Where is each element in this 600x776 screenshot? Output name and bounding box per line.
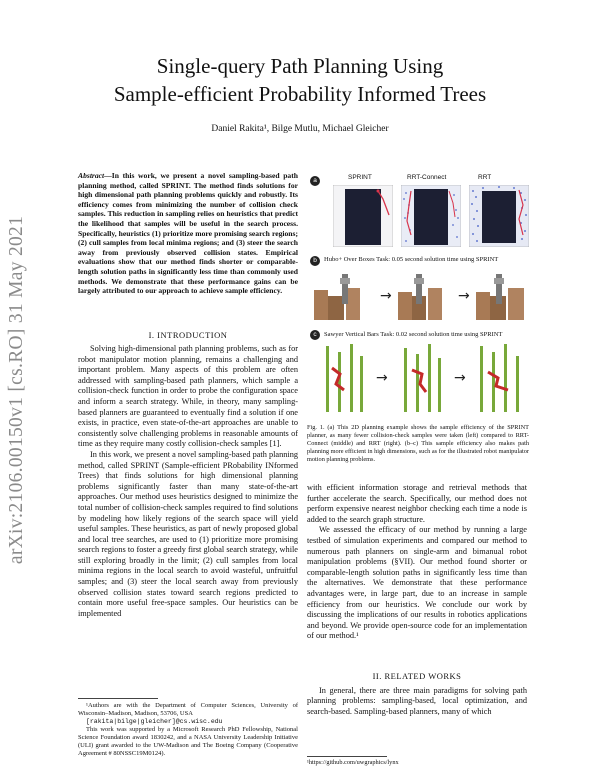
- abstract-label: Abstract: [78, 171, 105, 180]
- sawyer-task-image: [312, 344, 528, 414]
- svg-text:→: →: [454, 370, 466, 386]
- code-footnote: [307, 756, 527, 767]
- introduction-body: [78, 344, 298, 619]
- related-paragraph-1: In general, there are three main paradigms for solving path planning problems: sampling-based, local optimization, and search-based. Sampling-based planners, many of which: [307, 685, 527, 716]
- intro-paragraph-1: Solving high-dimensional path planning problems, such as for robot manipulator motion planning, remains a challenging and important problem. Many aspects of this problem are often addressed with sampling-based path planners, which sample a collision-check function in order to probe the configuration space and inform a search strategy. While, in theory, many sampling-based planners are guaranteed to eventually find a solution if one exists, in practice, even state-of-the-art approaches are unable to consistently solve challenging problems in reasonable amounts of time as they require many costly collision-check samples [1].: [78, 344, 298, 449]
- section-heading-related-works: II. RELATED WORKS: [372, 671, 462, 681]
- panel-a-badge: a: [310, 176, 320, 186]
- related-works: [307, 671, 527, 717]
- label-rrt: RRT: [478, 174, 492, 181]
- author-emails: [rakita|bilge|gleicher]@cs.wisc.edu: [86, 718, 223, 725]
- code-url: ¹https://github.com/uwgraphics/lynx: [307, 759, 399, 766]
- panel-b-badge: b: [310, 256, 320, 266]
- affiliation-footnote: ¹Authors are with the Department of Computer Sciences, University of Wisconsin–Madison, Madison, 53706, USA [rakita|bilge|gleicher]@cs.wisc.edu This work was supported by a Microsoft Research PhD Fellowship, National Science Foundation award 1830242, and a NASA University Leadership Initiative (ULI) grant awarded to the UW-Madison and The Boeing Company (Cooperative Agreement # 80NSSC19M0124).: [78, 698, 298, 758]
- panel-c-badge: c: [310, 330, 320, 340]
- section-heading-introduction: I. INTRODUCTION: [148, 330, 228, 340]
- rrt-connect-plan-image: [401, 185, 461, 247]
- hubo-task-image: [312, 270, 528, 322]
- arxiv-stamp: arXiv:2106.00150v1 [cs.RO] 31 May 2021: [6, 215, 27, 565]
- svg-text:→: →: [380, 288, 392, 304]
- funding-note: This work was supported by a Microsoft Research PhD Fellowship, National Science Foundation award 1830242, and a NASA University Leadership Initiative (ULI) grant awarded to the UW-Madison and The Boeing Company (Cooperative Agreement # 80NSSC19M0124).: [78, 726, 298, 757]
- author-list: Daniel Rakita¹, Bilge Mutlu, Michael Gleicher: [211, 124, 389, 134]
- svg-text:→: →: [458, 288, 470, 304]
- right-paragraph-1: with efficient information storage and retrieval methods that further accelerate the search. Specifically, our method does not perform expensive nearest neighbor checking each time a node is added to the search graph structure.: [307, 483, 527, 524]
- svg-text:→: →: [376, 370, 388, 386]
- row-b-caption: Hubo+ Over Boxes Task: 0.05 second solution time using SPRINT: [324, 256, 499, 263]
- right-paragraph-2: We assessed the efficacy of our method by running a large testbed of simulation experiments and compared our method to numerous path planners on single-arm and bimanual robot manipulation problems (§VII). Our method found shorter or comparable-length solution paths in significantly less time than the alternatives. We demonstrate that these performance advantages were, in large part, due to an increase in sample efficiency from our heuristics. We conclude our work by discussing the implications of our results in robotics applications and beyond. We provide open-source code for an implementation of our method.¹: [307, 525, 527, 641]
- paper-title: Single-query Path Planning Using Sample-efficient Probability Informed Trees: [113, 54, 487, 106]
- abstract-text: —In this work, we present a novel sampling-based path planning method, called SPRINT. The method finds solutions for high dimensional path planning problems quickly and robustly. Its efficiency comes from minimizing the number of collision check samples. This reduction in sampling relies on heuristics that predict the likelihood that samples will be useful in the search process. Specifically, heuristics (1) prioritize more promising search regions; (2) cull samples from local minima regions; and (3) steer the search away from previously observed collision states. Empirical evaluations show that our method finds shorter or comparable-length solution paths in significantly less time than commonly used methods. We demonstrate that these performance gains can be largely attributed to our approach to achieve sample efficiency.: [78, 171, 298, 296]
- label-rrt-connect: RRT-Connect: [407, 174, 447, 181]
- label-sprint: SPRINT: [348, 174, 372, 181]
- row-c-caption: Sawyer Vertical Bars Task: 0.02 second solution time using SPRINT: [324, 331, 503, 338]
- rrt-plan-image: [469, 185, 529, 247]
- abstract: [78, 171, 298, 296]
- figure-caption: Fig. 1. (a) This 2D planning example shows the sample efficiency of the SPRINT planner, as many fewer collision-check samples were taken (left) compared to RRT-Connect (middle) and RRT (right). (b–c) This sample efficiency also makes path planning more efficient in high dimensions, such as for the illustrated robot manipulator motion planning problems.: [307, 424, 529, 463]
- sprint-plan-image: [333, 185, 393, 247]
- right-column-body: [307, 483, 527, 642]
- intro-paragraph-2: In this work, we present a novel sampling-based path planning method, called SPRINT (Sample-efficient PRobability INformed Trees) that finds solutions for high dimensional planning problems significantly faster than many state-of-the-art approaches. Our method uses heuristics designed to minimize the total number of collision-check samples required to find solutions by modeling how likely regions of the search space will yield useful samples. These heuristics, as part of newly proposed global and local tree searches, are used to (1) prioritize more promising search regions to foster a greedy first global search strategy, while still exploring broadly in the limit; (2) cull samples from local minima regions in the local search to avoid wasteful, unfruitful samples; and (3) steer the local search away from previously observed collision states toward search regions predicted to contain more useful free-space samples. Our heuristics can be implemented: [78, 449, 298, 618]
